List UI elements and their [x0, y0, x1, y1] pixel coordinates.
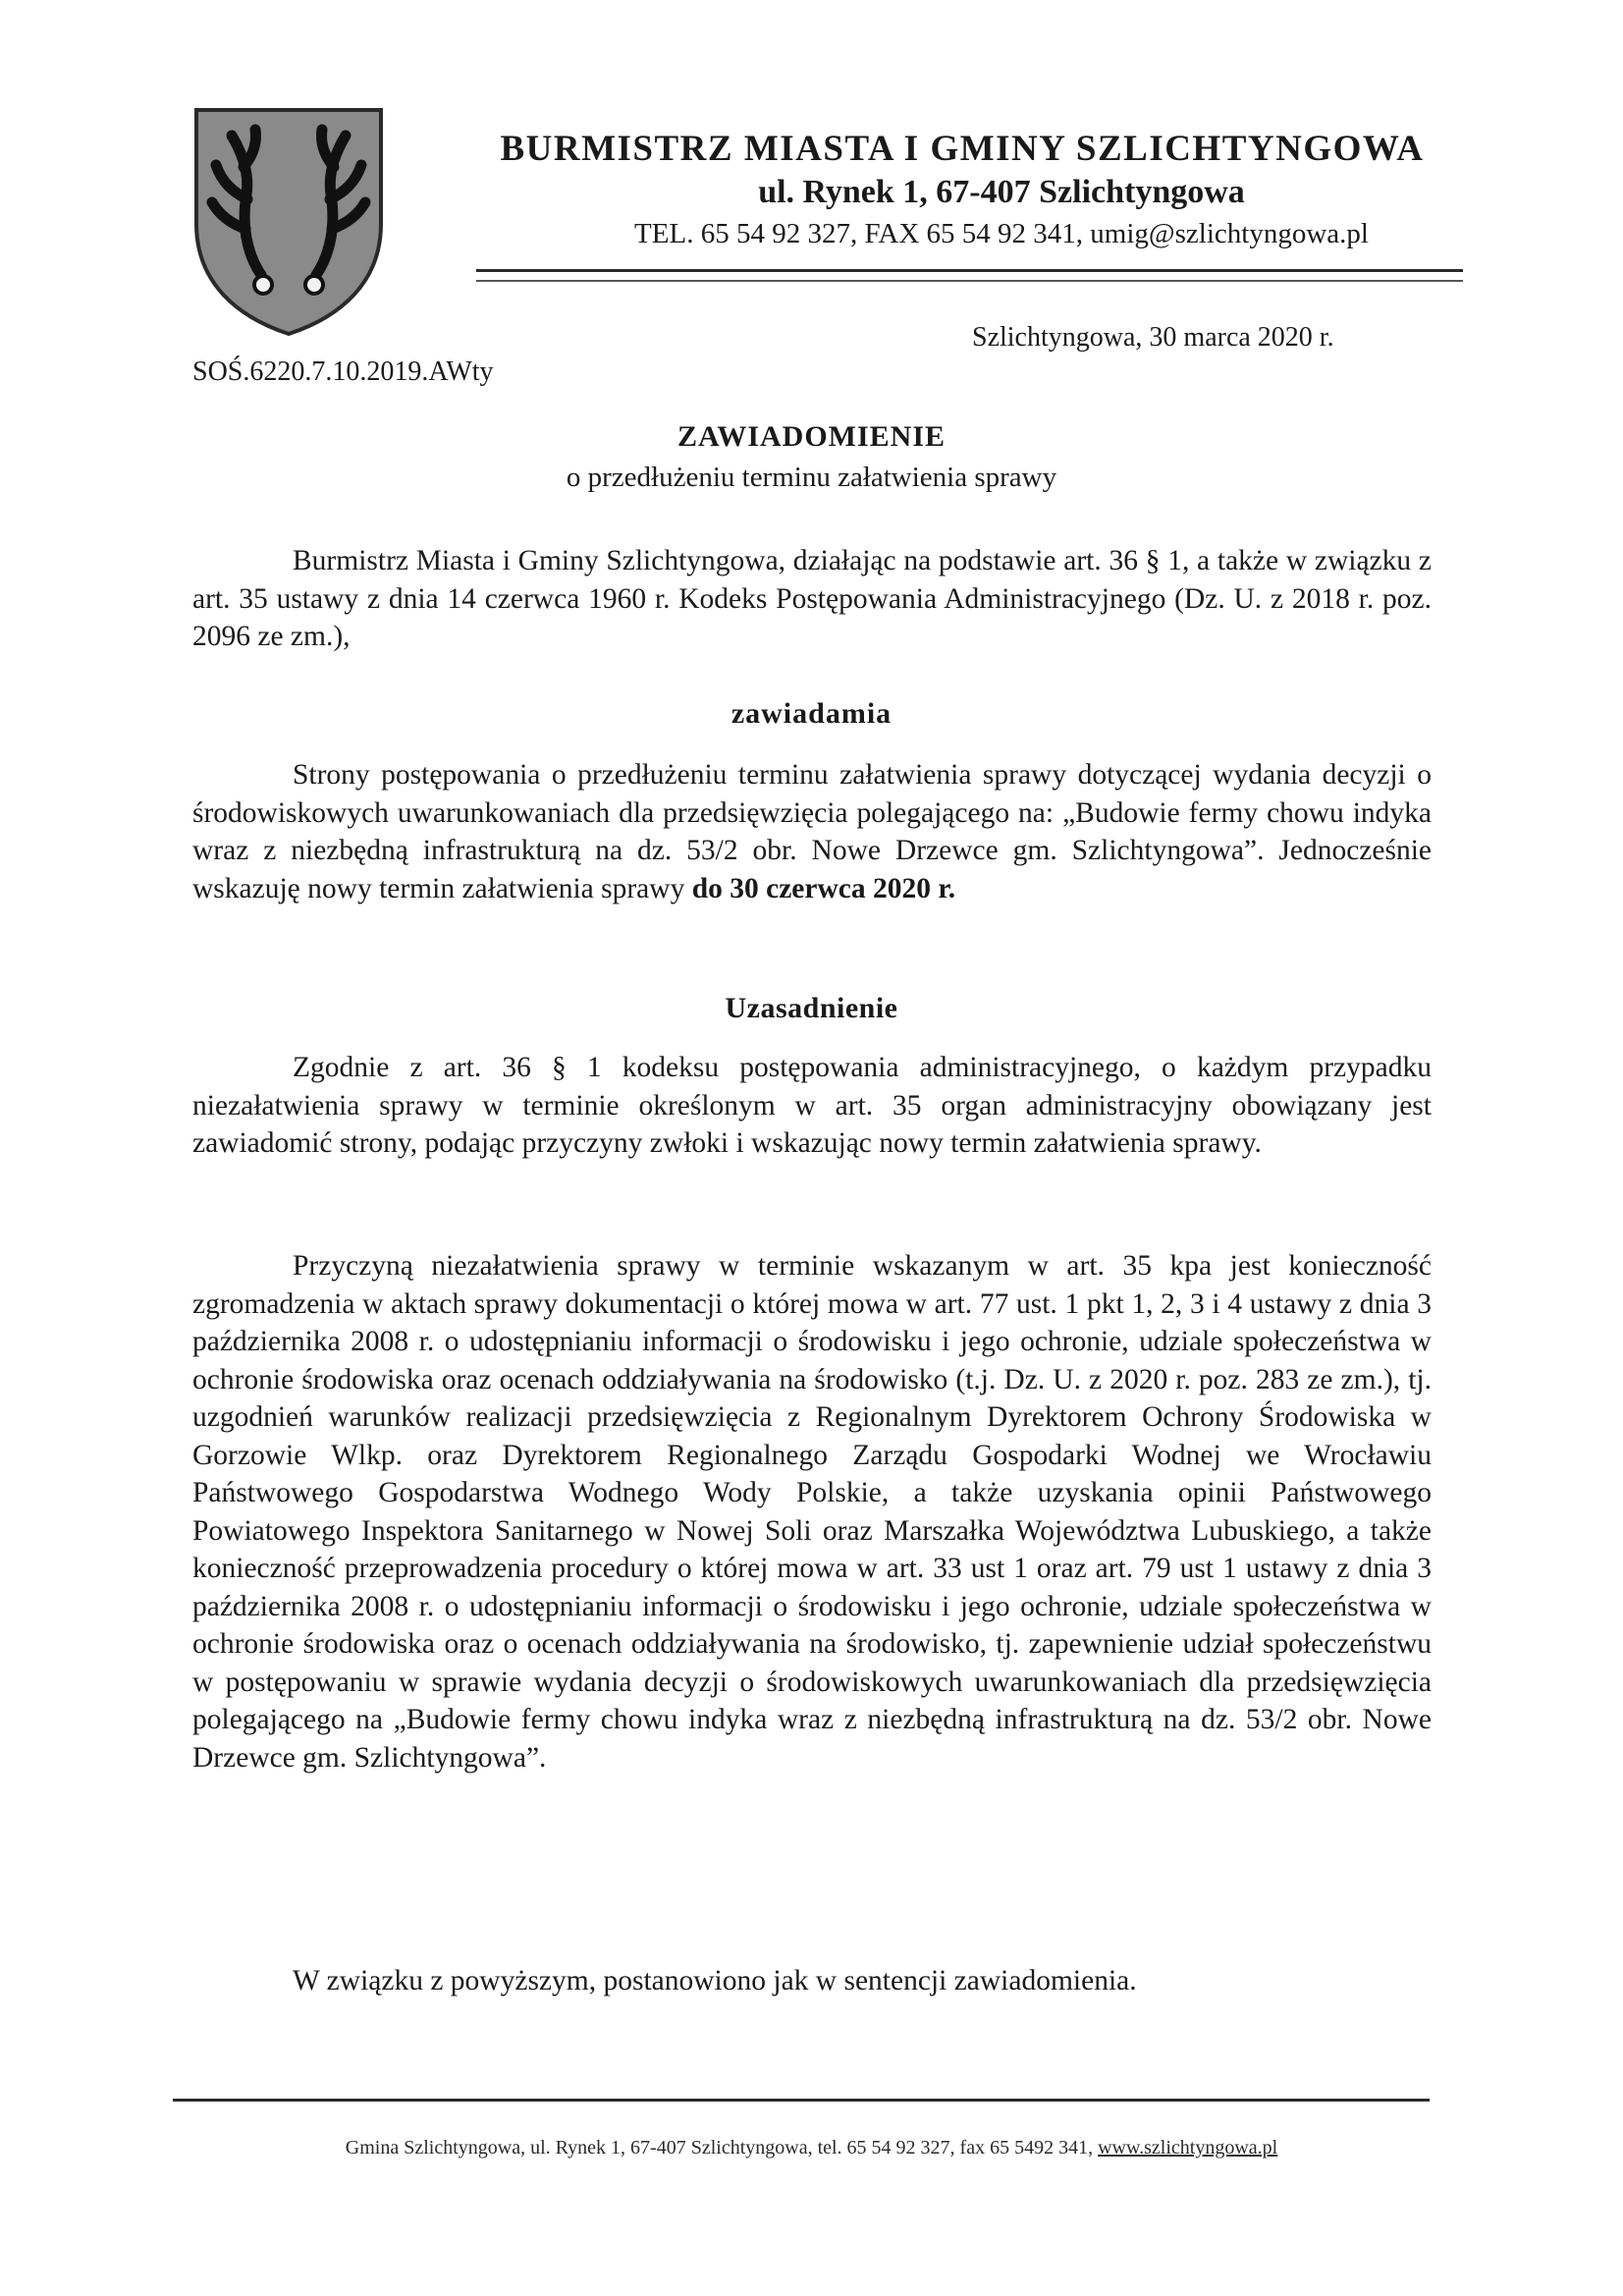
- intro-paragraph: [192, 542, 1432, 656]
- reason-text-2: Przyczyną niezałatwienia sprawy w terminie wskazanym w art. 35 kpa jest konieczność zgromadzenia w aktach sprawy dokumentacji o której mowa w art. 77 ust. 1 pkt 1, 2, 3 i 4 ustawy z dnia 3 października 2008 r. o udostępnianiu informacji o środowisku i jego ochronie, udziale społeczeństwa w ochronie środowiska oraz ocenach oddziaływania na środowisko (t.j. Dz. U. z 2020 r. poz. 283 ze zm.), tj. uzgodnień warunków realizacji przedsięwzięcia z Regionalnym Dyrektorem Ochrony Środowiska w Gorzowie Wlkp. oraz Dyrektorem Regionalnego Zarządu Gospodarki Wodnej we Wrocławiu Państwowego Gospodarstwa Wodnego Wody Polskie, a także uzyskania opinii Państwowego Powiatowego Inspektora Sanitarnego w Nowej Soli oraz Marszałka Województwa Lubuskiego, a także konieczność przeprowadzenia procedury o której mowa w art. 33 ust 1 oraz art. 79 ust 1 ustawy z dnia 3 października 2008 r. o udostępnianiu informacji o środowisku i jego ochronie, udziale społeczeństwa w ochronie środowiska oraz o ocenach oddziaływania na środowisko, tj. zapewnienie udział społeczeństwu w postępowaniu w sprawie wydania decyzji o środowiskowych uwarunkowaniach dla przedsięwzięcia polegającego na „Budowie fermy chowu indyka wraz z niezbędną infrastrukturą na dz. 53/2 obr. Nowe Drzewce gm. Szlichtyngowa”.: [192, 1250, 1432, 1774]
- intro-text: Burmistrz Miasta i Gminy Szlichtyngowa, działając na podstawie art. 36 § 1, a także w związku z art. 35 ustawy z dnia 14 czerwca 1960 r. Kodeks Postępowania Administracyjnego (Dz. U. z 2018 r. poz. 2096 ze zm.),: [192, 545, 1432, 652]
- header-divider: [476, 269, 1463, 282]
- coat-of-arms-deer-antlers-icon: [192, 106, 385, 338]
- reason-paragraph-1: [192, 1049, 1432, 1163]
- final-paragraph: [192, 1962, 1432, 2000]
- zawiadamia-heading: zawiadamia: [730, 697, 893, 730]
- footer-divider: [173, 2099, 1430, 2102]
- document-subtitle: o przedłużeniu terminu załatwienia sprawy: [566, 462, 1057, 493]
- reference-number: SOŚ.6220.7.10.2019.AWty: [192, 356, 494, 387]
- footer-website-link[interactable]: www.szlichtyngowa.pl: [1098, 2137, 1278, 2159]
- notice-deadline: do 30 czerwca 2020 r.: [691, 872, 956, 904]
- notice-text: Strony postępowania o przedłużeniu terminu załatwienia sprawy dotyczącej wydania decyzji o środowiskowych uwarunkowaniach dla przedsięwzięcia polegającego na: „Budowie fermy chowu indyka wraz z niezbędną infrastrukturą na dz. 53/2 obr. Nowe Drzewce gm. Szlichtyngowa”. Jednocześnie wskazuję nowy termin załatwienia sprawy: [192, 759, 1432, 904]
- notice-paragraph: [192, 756, 1432, 907]
- footer-text: Gmina Szlichtyngowa, ul. Rynek 1, 67-407 Szlichtyngowa, tel. 65 54 92 327, fax 65 5492 341,: [345, 2137, 1099, 2159]
- issuer-contact: TEL. 65 54 92 327, FAX 65 54 92 341, umig@szlichtyngowa.pl: [634, 218, 1369, 249]
- uzasadnienie-heading: Uzasadnienie: [725, 992, 898, 1024]
- issuer-address: ul. Rynek 1, 67-407 Szlichtyngowa: [758, 174, 1245, 210]
- issuer-title: BURMISTRZ MIASTA I GMINY SZLICHTYNGOWA: [500, 129, 1425, 169]
- footer: [0, 2137, 1623, 2159]
- document-title: ZAWIADOMIENIE: [676, 420, 947, 453]
- reason-paragraph-2: [192, 1247, 1432, 1777]
- notice-text-wrapper: [192, 756, 1432, 907]
- document-date: Szlichtyngowa, 30 marca 2020 r.: [972, 322, 1334, 353]
- letterhead: [471, 128, 1453, 253]
- reason-text-1: Zgodnie z art. 36 § 1 kodeksu postępowania administracyjnego, o każdym przypadku niezałatwienia sprawy w terminie określonym w art. 35 organ administracyjny obowiązany jest zawiadomić strony, podając przyczyny zwłoki i wskazując nowy termin załatwienia sprawy.: [192, 1052, 1432, 1159]
- final-text: W związku z powyższym, postanowiono jak w sentencji zawiadomienia.: [293, 1965, 1137, 1996]
